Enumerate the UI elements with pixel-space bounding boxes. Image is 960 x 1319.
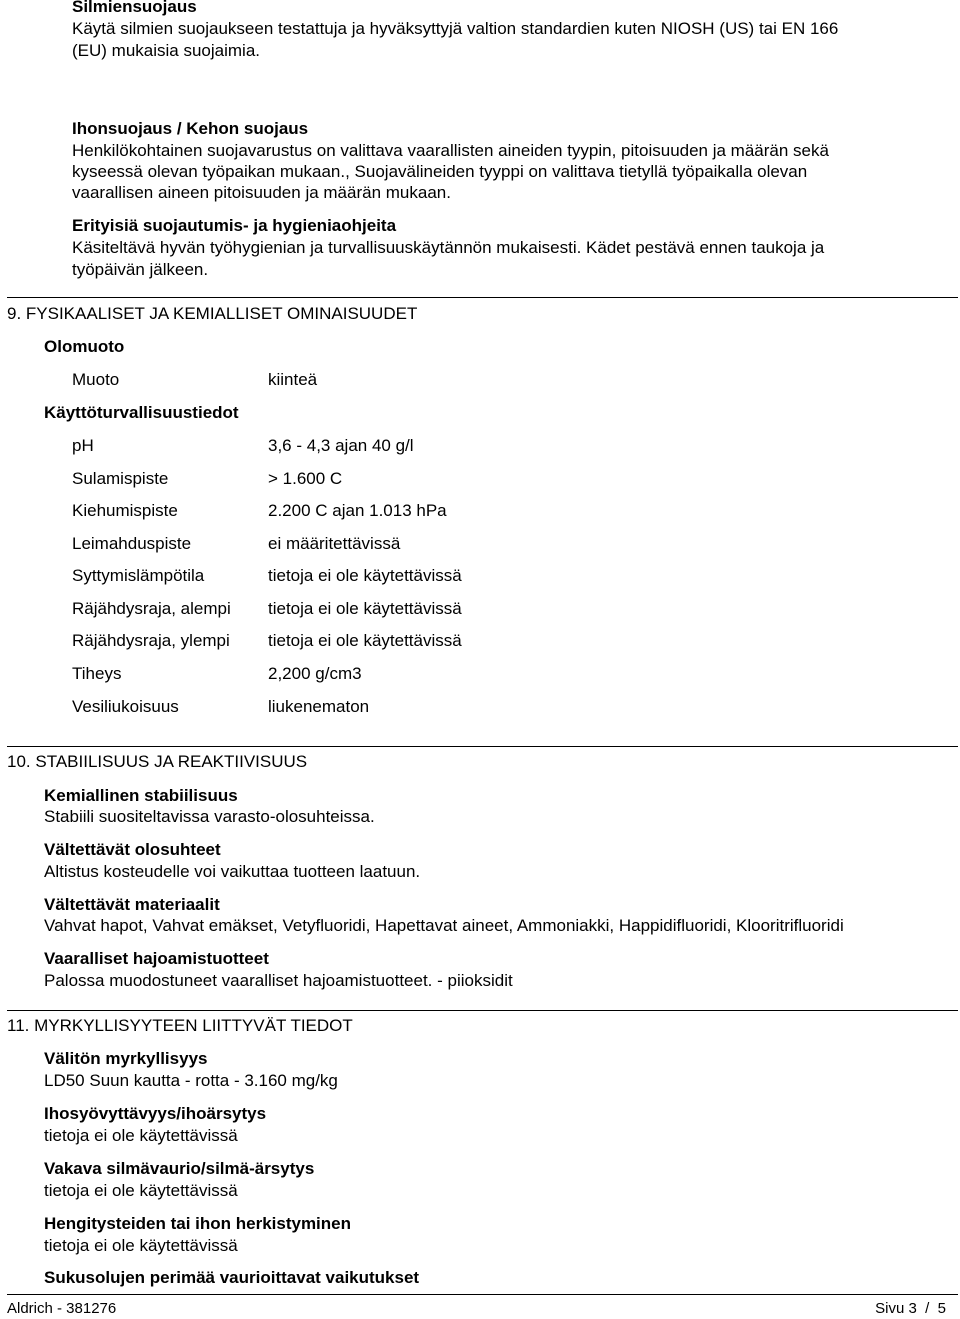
property-label-boiling-point: Kiehumispiste	[72, 501, 178, 520]
eye-damage-heading: Vakava silmävaurio/silmä-ärsytys	[44, 1159, 315, 1178]
sensitisation-text: tietoja ei ole käytettävissä	[44, 1236, 238, 1255]
property-label-ph: pH	[72, 436, 94, 455]
acute-toxicity-heading: Välitön myrkyllisyys	[44, 1049, 208, 1068]
appearance-heading: Olomuoto	[44, 337, 125, 356]
property-value-density: 2,200 g/cm3	[268, 664, 362, 683]
property-label-flash-point: Leimahduspiste	[72, 534, 192, 553]
skin-corrosion-text: tietoja ei ole käytettävissä	[44, 1126, 238, 1145]
germ-cell-mutagenicity-heading: Sukusolujen perimää vaurioittavat vaikutukset	[44, 1268, 420, 1287]
property-label-density: Tiheys	[72, 664, 122, 683]
skin-protection-text-line: vaarallisen aineen pitoisuuden ja määrän mukaan.	[72, 183, 451, 202]
property-label-lower-explosion-limit: Räjähdysraja, alempi	[72, 599, 231, 618]
property-value-ph: 3,6 - 4,3 ajan 40 g/l	[268, 436, 414, 455]
property-value-boiling-point: 2.200 C ajan 1.013 hPa	[268, 501, 447, 520]
form-value: kiinteä	[268, 370, 318, 389]
acute-toxicity-text: LD50 Suun kautta - rotta - 3.160 mg/kg	[44, 1071, 338, 1090]
property-value-water-solubility: liukenematon	[268, 697, 370, 716]
materials-to-avoid-text: Vahvat hapot, Vahvat emäkset, Vetyfluoridi, Hapettavat aineet, Ammoniakki, Happidifluoridi, Klooritrifluoridi	[44, 916, 844, 935]
footer-page-number: Sivu 3 / 5	[875, 1300, 946, 1317]
eye-protection-text-line: (EU) mukaisia suojaimia.	[72, 41, 260, 60]
property-label-upper-explosion-limit: Räjähdysraja, ylempi	[72, 631, 230, 650]
skin-protection-text-line: kyseessä olevan työpaikan mukaan., Suojavälineiden tyyppi on valittava tietyllä työpaikalla olevan	[72, 162, 808, 181]
property-label-water-solubility: Vesiliukoisuus	[72, 697, 179, 716]
skin-protection-heading: Ihonsuojaus / Kehon suojaus	[72, 119, 309, 138]
skin-protection-text-line: Henkilökohtainen suojavarustus on valittava vaarallisten aineiden tyypin, pitoisuuden ja määrän sekä	[72, 141, 829, 160]
chemical-stability-heading: Kemiallinen stabiilisuus	[44, 786, 238, 805]
hygiene-text-line: Käsiteltävä hyvän työhygienian ja turvallisuuskäytännön mukaisesti. Kädet pestävä ennen taukoja ja	[72, 238, 825, 257]
decomposition-products-heading: Vaaralliset hajoamistuotteet	[44, 949, 269, 968]
property-value-upper-explosion-limit: tietoja ei ole käytettävissä	[268, 631, 462, 650]
property-value-flash-point: ei määritettävissä	[268, 534, 401, 553]
skin-corrosion-heading: Ihosyövyttävyys/ihoärsytys	[44, 1104, 267, 1123]
eye-protection-heading: Silmiensuojaus	[72, 0, 197, 16]
eye-damage-text: tietoja ei ole käytettävissä	[44, 1181, 238, 1200]
section-10-title: 10. STABIILISUUS JA REAKTIIVISUUS	[7, 752, 308, 771]
hygiene-heading: Erityisiä suojautumis- ja hygieniaohjeita	[72, 216, 397, 235]
property-label-melting-point: Sulamispiste	[72, 469, 169, 488]
hygiene-text-line: työpäivän jälkeen.	[72, 260, 209, 279]
eye-protection-text-line: Käytä silmien suojaukseen testattuja ja hyväksyttyjä valtion standardien kuten NIOSH (US) tai EN 166	[72, 19, 839, 38]
materials-to-avoid-heading: Vältettävät materiaalit	[44, 895, 220, 914]
footer-product-code: Aldrich - 381276	[7, 1300, 117, 1317]
sensitisation-heading: Hengitysteiden tai ihon herkistyminen	[44, 1214, 352, 1233]
conditions-to-avoid-heading: Vältettävät olosuhteet	[44, 840, 221, 859]
chemical-stability-text: Stabiili suositeltavissa varasto-olosuhteissa.	[44, 807, 375, 826]
section-10-rule	[7, 746, 958, 747]
property-value-lower-explosion-limit: tietoja ei ole käytettävissä	[268, 599, 462, 618]
footer-rule	[7, 1294, 958, 1295]
section-9-rule	[7, 297, 958, 298]
conditions-to-avoid-text: Altistus kosteudelle voi vaikuttaa tuotteen laatuun.	[44, 862, 421, 881]
section-11-title: 11. MYRKYLLISYYTEEN LIITTYVÄT TIEDOT	[7, 1016, 353, 1035]
section-11-rule	[7, 1010, 958, 1011]
property-value-melting-point: > 1.600 C	[268, 469, 343, 488]
form-label: Muoto	[72, 370, 120, 389]
section-9-title: 9. FYSIKAALISET JA KEMIALLISET OMINAISUUDET	[7, 304, 418, 323]
decomposition-products-text: Palossa muodostuneet vaaralliset hajoamistuotteet. - piioksidit	[44, 971, 513, 990]
safety-data-heading: Käyttöturvallisuustiedot	[44, 403, 239, 422]
property-value-ignition-temperature: tietoja ei ole käytettävissä	[268, 566, 462, 585]
property-label-ignition-temperature: Syttymislämpötila	[72, 566, 205, 585]
